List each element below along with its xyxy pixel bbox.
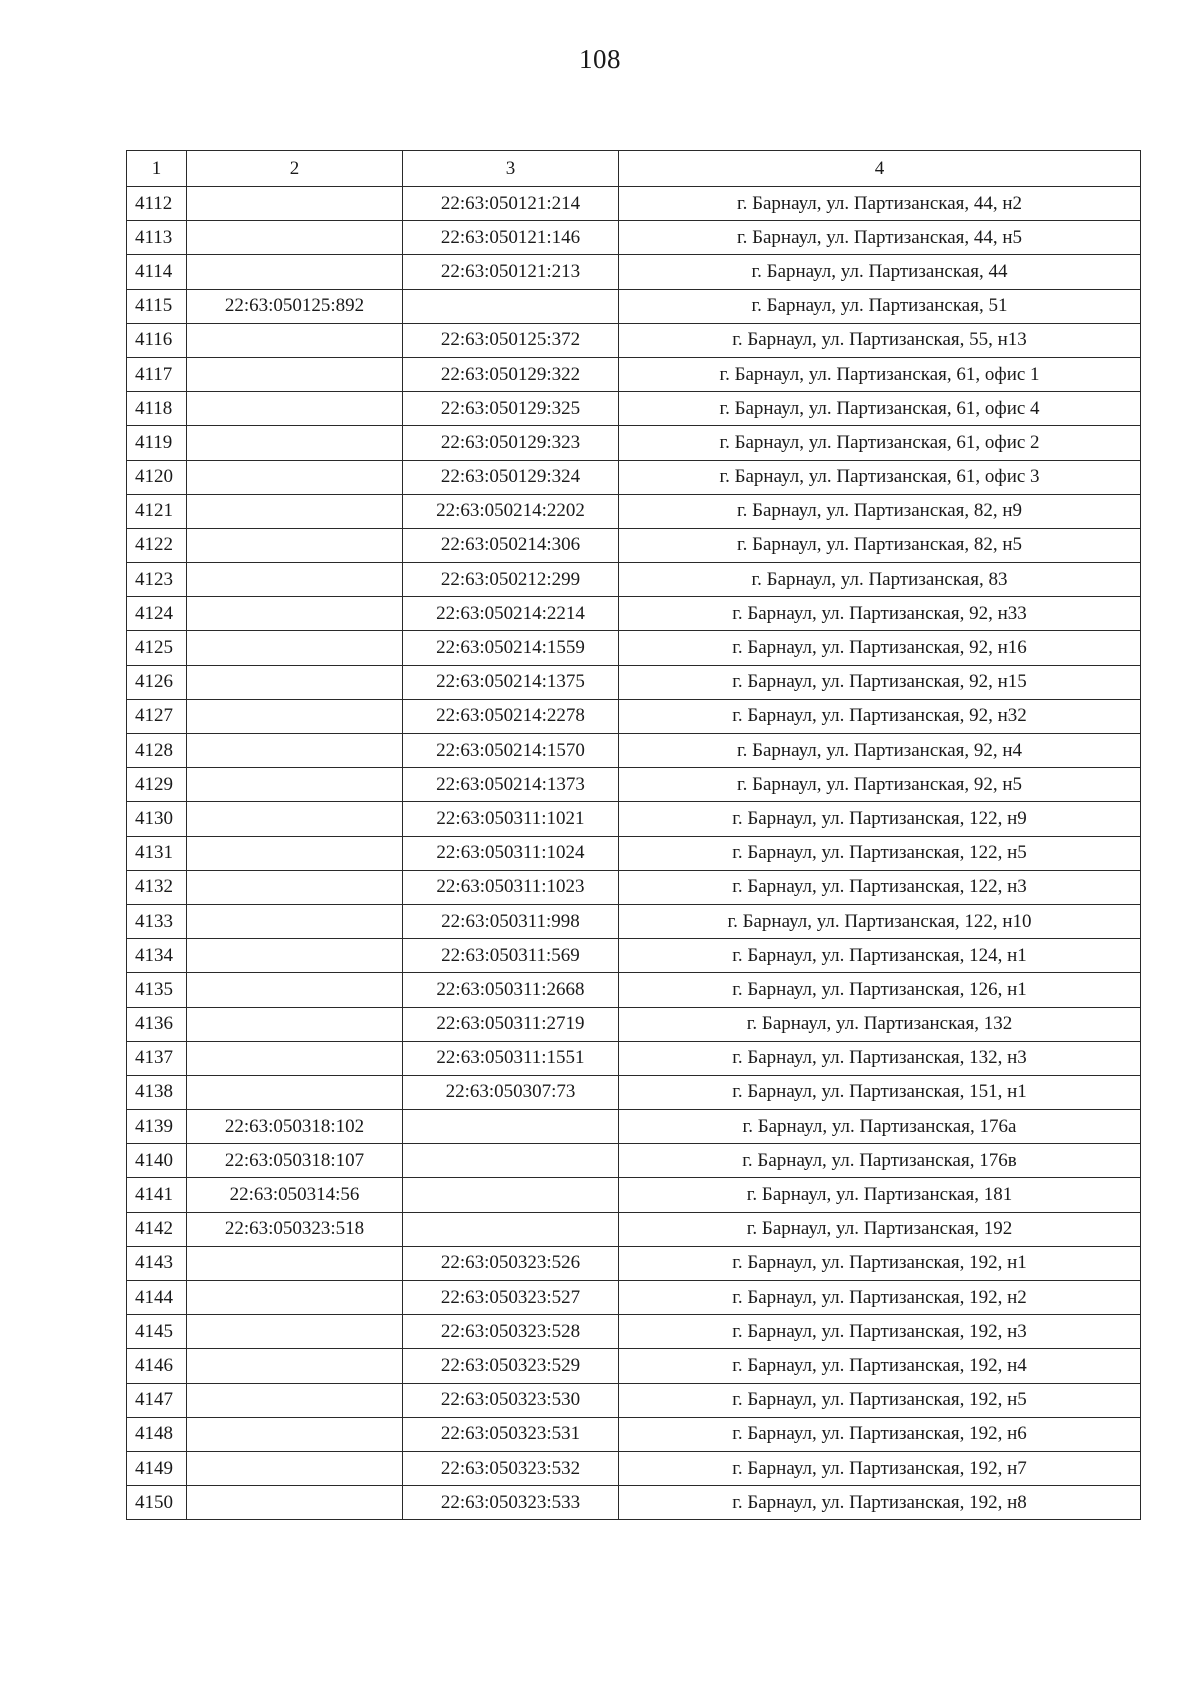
cadastral-number-cell: 22:63:050323:518 [187, 1212, 403, 1246]
row-number-cell: 4128 [127, 734, 187, 768]
cadastral-number-alt-cell: 22:63:050214:1570 [403, 734, 619, 768]
row-number-cell: 4129 [127, 768, 187, 802]
cadastral-number-cell [187, 1041, 403, 1075]
cadastral-number-alt-cell: 22:63:050214:1373 [403, 768, 619, 802]
row-number-cell: 4125 [127, 631, 187, 665]
cadastral-number-cell [187, 323, 403, 357]
address-cell: г. Барнаул, ул. Партизанская, 122, н5 [619, 836, 1141, 870]
address-cell: г. Барнаул, ул. Партизанская, 82, н5 [619, 528, 1141, 562]
row-number-cell: 4130 [127, 802, 187, 836]
cadastral-number-alt-cell: 22:63:050311:1551 [403, 1041, 619, 1075]
address-cell: г. Барнаул, ул. Партизанская, 192, н3 [619, 1315, 1141, 1349]
address-cell: г. Барнаул, ул. Партизанская, 192, н8 [619, 1486, 1141, 1520]
cadastral-number-alt-cell: 22:63:050323:529 [403, 1349, 619, 1383]
row-number-cell: 4148 [127, 1417, 187, 1451]
cadastral-number-cell [187, 768, 403, 802]
cadastral-number-cell [187, 870, 403, 904]
address-cell: г. Барнаул, ул. Партизанская, 181 [619, 1178, 1141, 1212]
cadastral-number-alt-cell: 22:63:050214:2214 [403, 597, 619, 631]
cadastral-number-cell [187, 460, 403, 494]
cadastral-number-alt-cell: 22:63:050323:526 [403, 1246, 619, 1280]
table-row [127, 734, 1141, 768]
cadastral-number-alt-cell: 22:63:050307:73 [403, 1075, 619, 1109]
table-row [127, 255, 1141, 289]
row-number-cell: 4112 [127, 187, 187, 221]
cadastral-number-alt-cell: 22:63:050323:531 [403, 1417, 619, 1451]
address-cell: г. Барнаул, ул. Партизанская, 122, н10 [619, 904, 1141, 938]
table-row [127, 460, 1141, 494]
cadastral-number-alt-cell: 22:63:050121:146 [403, 221, 619, 255]
cadastral-number-alt-cell: 22:63:050311:569 [403, 939, 619, 973]
table-row [127, 597, 1141, 631]
cadastral-number-cell [187, 699, 403, 733]
cadastral-number-alt-cell: 22:63:050323:527 [403, 1281, 619, 1315]
row-number-cell: 4140 [127, 1144, 187, 1178]
cadastral-number-alt-cell: 22:63:050125:372 [403, 323, 619, 357]
row-number-cell: 4136 [127, 1007, 187, 1041]
row-number-cell: 4133 [127, 904, 187, 938]
address-cell: г. Барнаул, ул. Партизанская, 151, н1 [619, 1075, 1141, 1109]
table-row [127, 494, 1141, 528]
cadastral-number-cell [187, 1246, 403, 1280]
cadastral-number-cell [187, 1315, 403, 1349]
address-cell: г. Барнаул, ул. Партизанская, 82, н9 [619, 494, 1141, 528]
address-cell: г. Барнаул, ул. Партизанская, 124, н1 [619, 939, 1141, 973]
address-cell: г. Барнаул, ул. Партизанская, 176а [619, 1110, 1141, 1144]
cadastral-number-cell [187, 357, 403, 391]
row-number-cell: 4121 [127, 494, 187, 528]
address-cell: г. Барнаул, ул. Партизанская, 122, н9 [619, 802, 1141, 836]
table-row [127, 1178, 1141, 1212]
table-row [127, 289, 1141, 323]
cadastral-number-alt-cell: 22:63:050214:2202 [403, 494, 619, 528]
row-number-cell: 4122 [127, 528, 187, 562]
cadastral-number-cell [187, 1281, 403, 1315]
cadastral-number-alt-cell: 22:63:050214:1375 [403, 665, 619, 699]
table-row [127, 392, 1141, 426]
cadastral-number-alt-cell: 22:63:050311:2668 [403, 973, 619, 1007]
cadastral-number-alt-cell: 22:63:050214:306 [403, 528, 619, 562]
row-number-cell: 4118 [127, 392, 187, 426]
cadastral-number-alt-cell: 22:63:050129:322 [403, 357, 619, 391]
row-number-cell: 4145 [127, 1315, 187, 1349]
table-row [127, 1451, 1141, 1485]
table-row [127, 563, 1141, 597]
row-number-cell: 4119 [127, 426, 187, 460]
table-row [127, 221, 1141, 255]
cadastral-number-alt-cell [403, 1178, 619, 1212]
row-number-cell: 4143 [127, 1246, 187, 1280]
table-row [127, 1281, 1141, 1315]
cadastral-number-cell: 22:63:050314:56 [187, 1178, 403, 1212]
table-row [127, 1383, 1141, 1417]
cadastral-number-alt-cell: 22:63:050214:2278 [403, 699, 619, 733]
table-row [127, 665, 1141, 699]
address-cell: г. Барнаул, ул. Партизанская, 132, н3 [619, 1041, 1141, 1075]
table-row [127, 836, 1141, 870]
table-row [127, 1110, 1141, 1144]
cadastral-number-alt-cell: 22:63:050129:323 [403, 426, 619, 460]
cadastral-number-alt-cell: 22:63:050311:1021 [403, 802, 619, 836]
table-row [127, 973, 1141, 1007]
cadastral-number-alt-cell [403, 1144, 619, 1178]
row-number-cell: 4124 [127, 597, 187, 631]
table-row [127, 1144, 1141, 1178]
address-cell: г. Барнаул, ул. Партизанская, 44, н5 [619, 221, 1141, 255]
table-row [127, 1075, 1141, 1109]
table-row [127, 631, 1141, 665]
address-cell: г. Барнаул, ул. Партизанская, 55, н13 [619, 323, 1141, 357]
address-cell: г. Барнаул, ул. Партизанская, 192, н1 [619, 1246, 1141, 1280]
table-row [127, 426, 1141, 460]
address-cell: г. Барнаул, ул. Партизанская, 61, офис 1 [619, 357, 1141, 391]
address-cell: г. Барнаул, ул. Партизанская, 61, офис 4 [619, 392, 1141, 426]
row-number-cell: 4115 [127, 289, 187, 323]
address-cell: г. Барнаул, ул. Партизанская, 192, н7 [619, 1451, 1141, 1485]
row-number-cell: 4113 [127, 221, 187, 255]
cadastral-number-cell [187, 836, 403, 870]
cadastral-number-cell [187, 1486, 403, 1520]
page-number: 108 [579, 44, 621, 74]
address-cell: г. Барнаул, ул. Партизанская, 122, н3 [619, 870, 1141, 904]
row-number-cell: 4137 [127, 1041, 187, 1075]
cadastral-number-cell [187, 973, 403, 1007]
table-row [127, 1212, 1141, 1246]
cadastral-number-alt-cell: 22:63:050214:1559 [403, 631, 619, 665]
cadastral-number-alt-cell [403, 1212, 619, 1246]
address-cell: г. Барнаул, ул. Партизанская, 192, н4 [619, 1349, 1141, 1383]
table-row [127, 1315, 1141, 1349]
cadastral-number-cell [187, 597, 403, 631]
cadastral-number-cell [187, 1451, 403, 1485]
table-row [127, 699, 1141, 733]
row-number-cell: 4150 [127, 1486, 187, 1520]
row-number-cell: 4135 [127, 973, 187, 1007]
table-row [127, 323, 1141, 357]
cadastral-number-cell [187, 1075, 403, 1109]
row-number-cell: 4131 [127, 836, 187, 870]
row-number-cell: 4116 [127, 323, 187, 357]
cadastral-number-alt-cell: 22:63:050212:299 [403, 563, 619, 597]
address-cell: г. Барнаул, ул. Партизанская, 132 [619, 1007, 1141, 1041]
table-row [127, 528, 1141, 562]
cadastral-number-alt-cell: 22:63:050311:2719 [403, 1007, 619, 1041]
header-col-4: 4 [619, 151, 1141, 187]
row-number-cell: 4126 [127, 665, 187, 699]
cadastral-number-cell [187, 426, 403, 460]
cadastral-number-cell [187, 187, 403, 221]
row-number-cell: 4146 [127, 1349, 187, 1383]
address-cell: г. Барнаул, ул. Партизанская, 92, н32 [619, 699, 1141, 733]
cadastral-number-alt-cell: 22:63:050323:532 [403, 1451, 619, 1485]
cadastral-number-cell [187, 528, 403, 562]
table-row [127, 1007, 1141, 1041]
cadastral-number-alt-cell: 22:63:050311:1023 [403, 870, 619, 904]
table-row [127, 939, 1141, 973]
cadastral-number-cell [187, 563, 403, 597]
table-row [127, 1041, 1141, 1075]
cadastral-number-cell [187, 1007, 403, 1041]
table-row [127, 1486, 1141, 1520]
cadastral-number-cell [187, 734, 403, 768]
cadastral-number-cell [187, 1417, 403, 1451]
row-number-cell: 4114 [127, 255, 187, 289]
table-row [127, 1349, 1141, 1383]
cadastral-number-alt-cell [403, 1110, 619, 1144]
address-cell: г. Барнаул, ул. Партизанская, 92, н4 [619, 734, 1141, 768]
header-col-2: 2 [187, 151, 403, 187]
property-table [126, 150, 1141, 1520]
address-cell: г. Барнаул, ул. Партизанская, 44 [619, 255, 1141, 289]
cadastral-number-cell [187, 665, 403, 699]
cadastral-number-cell [187, 1383, 403, 1417]
row-number-cell: 4147 [127, 1383, 187, 1417]
table-row [127, 187, 1141, 221]
table-row [127, 802, 1141, 836]
address-cell: г. Барнаул, ул. Партизанская, 192, н5 [619, 1383, 1141, 1417]
cadastral-number-cell [187, 631, 403, 665]
cadastral-number-alt-cell: 22:63:050311:998 [403, 904, 619, 938]
row-number-cell: 4127 [127, 699, 187, 733]
address-cell: г. Барнаул, ул. Партизанская, 44, н2 [619, 187, 1141, 221]
address-cell: г. Барнаул, ул. Партизанская, 176в [619, 1144, 1141, 1178]
cadastral-number-cell: 22:63:050318:102 [187, 1110, 403, 1144]
table-row [127, 1246, 1141, 1280]
row-number-cell: 4138 [127, 1075, 187, 1109]
table-body [127, 187, 1141, 1520]
address-cell: г. Барнаул, ул. Партизанская, 61, офис 3 [619, 460, 1141, 494]
cadastral-number-alt-cell: 22:63:050311:1024 [403, 836, 619, 870]
row-number-cell: 4144 [127, 1281, 187, 1315]
address-cell: г. Барнаул, ул. Партизанская, 61, офис 2 [619, 426, 1141, 460]
address-cell: г. Барнаул, ул. Партизанская, 51 [619, 289, 1141, 323]
cadastral-number-cell: 22:63:050125:892 [187, 289, 403, 323]
cadastral-number-cell [187, 802, 403, 836]
cadastral-number-cell [187, 221, 403, 255]
row-number-cell: 4142 [127, 1212, 187, 1246]
table-row [127, 870, 1141, 904]
table-row [127, 768, 1141, 802]
address-cell: г. Барнаул, ул. Партизанская, 92, н33 [619, 597, 1141, 631]
address-cell: г. Барнаул, ул. Партизанская, 92, н5 [619, 768, 1141, 802]
row-number-cell: 4117 [127, 357, 187, 391]
table-header [127, 151, 1141, 187]
cadastral-number-alt-cell: 22:63:050129:324 [403, 460, 619, 494]
address-cell: г. Барнаул, ул. Партизанская, 192, н6 [619, 1417, 1141, 1451]
cadastral-number-cell [187, 904, 403, 938]
address-cell: г. Барнаул, ул. Партизанская, 192, н2 [619, 1281, 1141, 1315]
row-number-cell: 4120 [127, 460, 187, 494]
address-cell: г. Барнаул, ул. Партизанская, 92, н16 [619, 631, 1141, 665]
cadastral-number-alt-cell [403, 289, 619, 323]
row-number-cell: 4139 [127, 1110, 187, 1144]
row-number-cell: 4132 [127, 870, 187, 904]
cadastral-number-cell [187, 494, 403, 528]
cadastral-number-alt-cell: 22:63:050323:530 [403, 1383, 619, 1417]
header-row [127, 151, 1141, 187]
cadastral-number-alt-cell: 22:63:050323:533 [403, 1486, 619, 1520]
address-cell: г. Барнаул, ул. Партизанская, 126, н1 [619, 973, 1141, 1007]
row-number-cell: 4123 [127, 563, 187, 597]
address-cell: г. Барнаул, ул. Партизанская, 192 [619, 1212, 1141, 1246]
cadastral-number-cell: 22:63:050318:107 [187, 1144, 403, 1178]
cadastral-number-alt-cell: 22:63:050121:213 [403, 255, 619, 289]
cadastral-number-cell [187, 939, 403, 973]
cadastral-number-cell [187, 255, 403, 289]
cadastral-number-alt-cell: 22:63:050121:214 [403, 187, 619, 221]
row-number-cell: 4134 [127, 939, 187, 973]
header-col-3: 3 [403, 151, 619, 187]
cadastral-number-cell [187, 1349, 403, 1383]
cadastral-number-alt-cell: 22:63:050323:528 [403, 1315, 619, 1349]
cadastral-number-alt-cell: 22:63:050129:325 [403, 392, 619, 426]
row-number-cell: 4149 [127, 1451, 187, 1485]
table-row [127, 904, 1141, 938]
address-cell: г. Барнаул, ул. Партизанская, 83 [619, 563, 1141, 597]
address-cell: г. Барнаул, ул. Партизанская, 92, н15 [619, 665, 1141, 699]
table-row [127, 357, 1141, 391]
table-row [127, 1417, 1141, 1451]
row-number-cell: 4141 [127, 1178, 187, 1212]
cadastral-number-cell [187, 392, 403, 426]
header-col-1: 1 [127, 151, 187, 187]
